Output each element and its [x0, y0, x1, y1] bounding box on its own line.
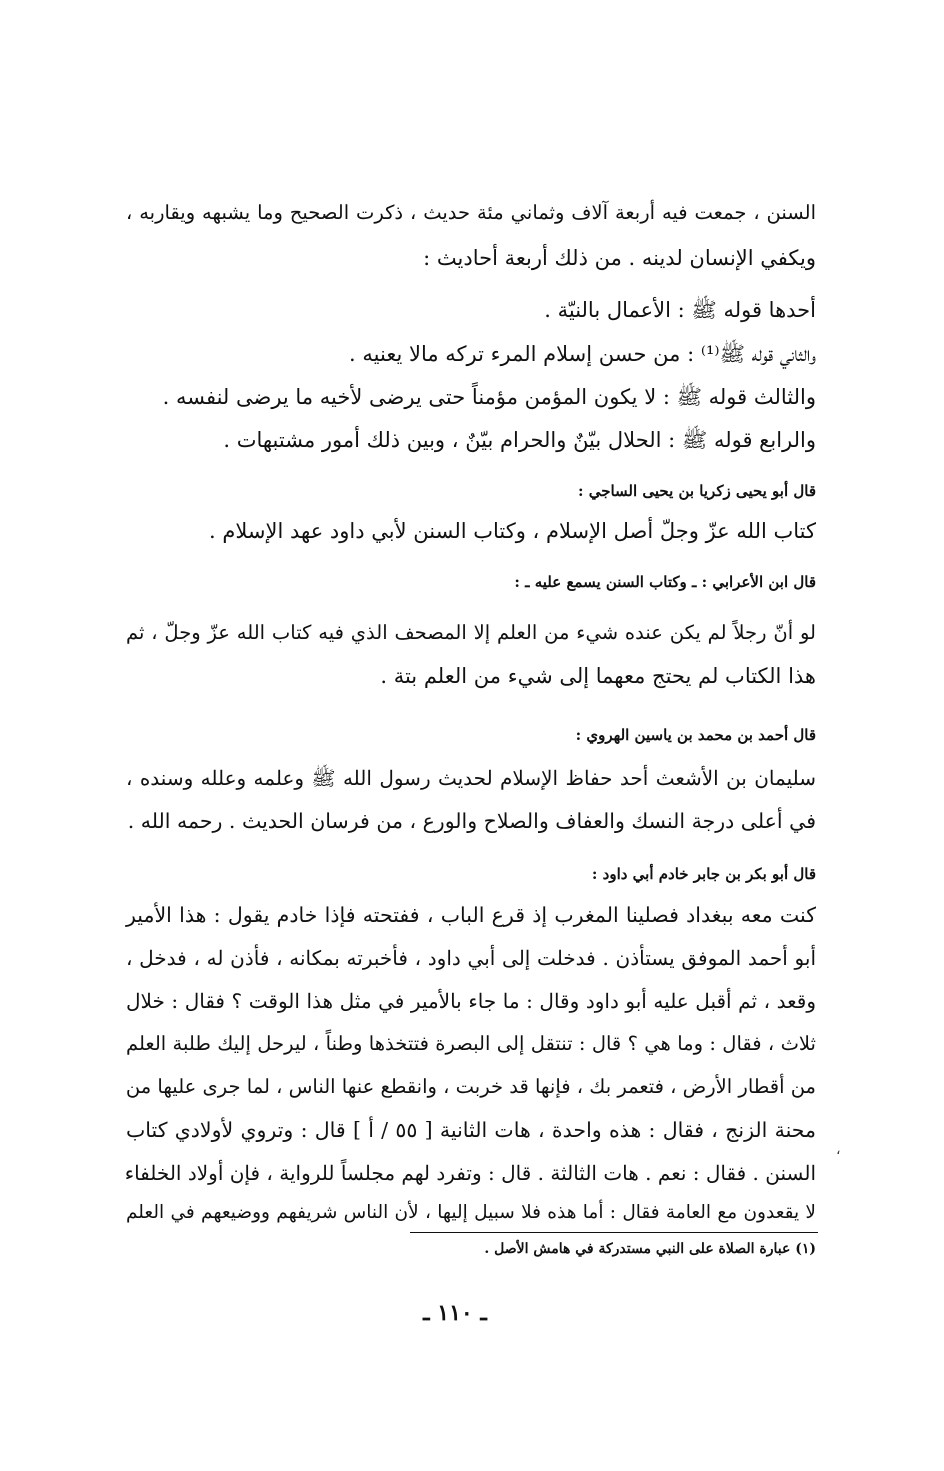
section-harawi-line-2: في أعلى درجة النسك والعفاف والصلاح والورع ، من فرسان الحديث . رحمه الله . — [127, 809, 816, 833]
hadith-4: والرابع قوله ﷺ : الحلال بيّنٌ والحرام بيّنٌ ، وبين ذلك أمور مشتبهات . — [223, 428, 816, 452]
footnote: (١) عبارة الصلاة على النبي مستدركة في هامش الأصل . — [484, 1241, 816, 1257]
section-ibn-jabir-line-5: من أقطار الأرض ، فتعمر بك ، فإنها قد خربت ، وانقطع عنها الناس ، لما جرى عليها من — [125, 1075, 816, 1098]
footnote-separator — [410, 1232, 818, 1233]
section-header-harawi: قال أحمد بن محمد بن ياسين الهروي : — [575, 726, 816, 744]
section-ibn-jabir-line-3: وقعد ، ثم أقبل عليه أبو داود وقال : ما جاء بالأمير في مثل هذا الوقت ؟ فقال : خلال — [126, 989, 816, 1013]
margin-mark: ، — [836, 1142, 841, 1158]
page-number: ـ ١١٠ ـ — [423, 1300, 487, 1326]
section-ibn-jabir-line-2: أبو أحمد الموفق يستأذن . فدخلت إلى أبي داود ، فأخبرته بمكانه ، فأذن له ، فدخل ، — [126, 946, 816, 970]
section-ibn-jabir-line-8: لا يقعدون مع العامة فقال : أما هذه فلا سبيل إليها ، لأن الناس شريفهم ووضيعهم في العلم — [126, 1202, 816, 1223]
intro-line-2: ويكفي الإنسان لدينه . من ذلك أربعة أحاديث : — [423, 246, 816, 270]
section-ibn-jabir-line-7: السنن . فقال : نعم . هات الثالثة . قال : وتفرد لهم مجلساً للرواية ، فإن أولاد الخلفاء — [124, 1161, 816, 1185]
section-ibn-jabir-line-6: محنة الزنج ، فقال : هذه واحدة ، هات الثانية [ ٥٥ / أ ] قال : وتروي لأولادي كتاب — [126, 1118, 816, 1142]
section-ibn-jabir-line-1: كنت معه ببغداد فصلينا المغرب إذ قرع الباب ، ففتحته فإذا خادم يقول : هذا الأمير — [126, 903, 816, 927]
section-sajī-line-1: كتاب الله عزّ وجلّ أصل الإسلام ، وكتاب السنن لأبي داود عهد الإسلام . — [209, 519, 816, 543]
section-ibn-al-arabi-line-2: هذا الكتاب لم يحتج معهما إلى شيء من العلم بتة . — [380, 664, 816, 688]
section-header-sajī: قال أبو يحيى زكريا بن يحيى الساجي : — [577, 482, 816, 500]
hadith-3: والثالث قوله ﷺ : لا يكون المؤمن مؤمناً حتى يرضى لأخيه ما يرضى لنفسه . — [162, 385, 816, 409]
section-ibn-al-arabi-line-1: لو أنّ رجلاً لم يكن عنده شيء من العلم إلا المصحف الذي فيه كتاب الله عزّ وجلّ ، ثم — [126, 621, 816, 644]
hadith-1: أحدها قوله ﷺ : الأعمال بالنيّة . — [544, 298, 816, 322]
section-ibn-jabir-line-4: ثلاث ، فقال : وما هي ؟ قال : تنتقل إلى البصرة فتتخذها وطناً ، ليرحل إليك طلبة العلم — [126, 1032, 816, 1055]
section-harawi-line-1: سليمان بن الأشعث أحد حفاظ الإسلام لحديث رسول الله ﷺ وعلمه وعلله وسنده ، — [126, 766, 816, 790]
section-header-ibn-jabir: قال أبو بكر بن جابر خادم أبي داود : — [591, 865, 816, 883]
section-header-ibn-al-arabi: قال ابن الأعرابي : ـ وكتاب السنن يسمع عليه ـ : — [514, 573, 816, 591]
intro-line-1: السنن ، جمعت فيه أربعة آلاف وثماني مئة حديث ، ذكرت الصحيح وما يشبهه ويقاربه ، — [126, 201, 816, 224]
hadith-2: والثاني قوله ﷺ⁽¹⁾ : من حسن إسلام المرء تركه مالا يعنيه . — [349, 342, 816, 366]
